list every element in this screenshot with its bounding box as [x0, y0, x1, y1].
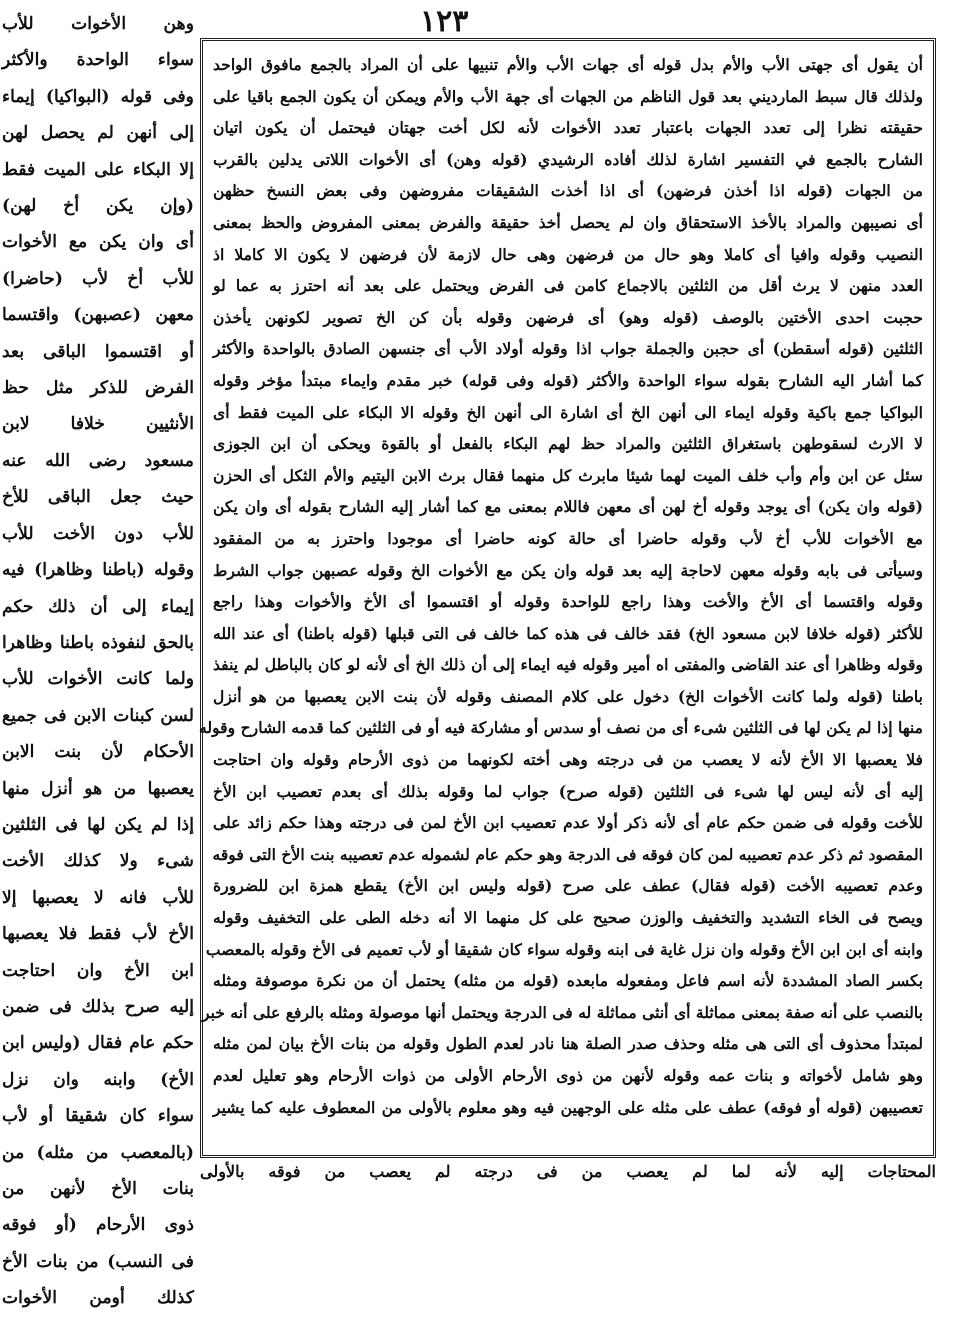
margin-line: الأحكام لأن بنت الابن — [2, 742, 194, 763]
margin-line: وفى قوله (البواكيا) إيماء — [2, 86, 194, 107]
margin-line: سواء الواحدة والأكثر — [2, 50, 194, 71]
margin-line: ابن الأخ وان احتاجت — [2, 960, 194, 981]
page-number: ١٢٣ — [420, 4, 469, 39]
margin-line: ذوى الأرحام (أو فوقه — [2, 1215, 194, 1236]
commentary-line: وابنه أى ابن ابن الأخ وقوله وان نزل غاية فى ابنه وقوله سواء كان شقيقا أو لأب تعميم فى الأخ وقوله بالمعصب — [205, 939, 923, 959]
commentary-line: وهو شامل لأخواته و بنات عمه وقوله لأنهن من ذوى الأرحام الأولى من ذوات الأرحام وهو تعليل لعدم — [213, 1066, 923, 1085]
commentary-line: حجبت احدى الأختين بالوصف (قوله وهو) أى فرضهن وقوله بأن كن الخ تصوير لكونهن يأخذن — [213, 307, 923, 327]
commentary-line: الشارح بالجمع في التفسير اشارة لذلك أفاده الرشيدي (قوله وهن) أى الأخوات اللاتى يدلين بالقرب — [213, 149, 923, 169]
commentary-line: (قوله وان يكن) أى يوجد وقوله أخ لهن أى معهن فاللام بمعنى مع كما أشار إليه الشارح بقوله أى وان يكن — [213, 497, 923, 517]
commentary-line: بكسر الصاد المشددة لأنه اسم فاعل ومفعوله مابعده (قوله من مثله) يحتمل أن من نكرة موصوفة ومثله — [213, 971, 923, 991]
commentary-line: للأخت وقوله فى ضمن حكم عام أى لأنه ذكر أولا عدم تعصيب ابن الأخ لمن فى درجته وهذا حكم زائد على — [213, 813, 923, 833]
commentary-line: من الجهات (قوله اذا أخذن فرضهن) أى اذا أخذت الشقيقات مفروضهن وفى بعض النسخ حظهن — [213, 181, 923, 201]
commentary-line: ويصح فى الخاء التشديد والتخفيف والوزن صحيح على كل منهما الا أنه دخله الطى على التخفيف وقوله — [213, 908, 923, 928]
margin-line: فى النسب) من بنات الأخ — [2, 1251, 194, 1272]
margin-line: إيماء إلى أن ذلك حكم — [2, 596, 194, 617]
margin-text-column — [2, 6, 194, 1309]
margin-line: إليه صرح بذلك فى ضمن — [2, 996, 194, 1017]
commentary-line: وسيأتى فى بابه وقوله معهن لاحاجة إليه بعد قوله وان يكن مع الأخوات الخ وقوله عصبهن جواب الشرط — [213, 560, 923, 580]
commentary-line: البواكيا جمع باكية وقوله ايماء الى أنهن الخ أى اشارة الى أنهن الخ وقوله الا البكاء على الميت فقط أى — [213, 402, 923, 422]
margin-line: وهن الأخوات للأب — [2, 14, 194, 34]
commentary-line: تعصيبهن (قوله أو فوقه) عطف على مثله على الوجهين فيه وهو معلوم بالأولى من المعطوف عليه كما يشير — [213, 1097, 923, 1117]
margin-line: للأب أخ لأب (حاضرا) — [2, 268, 194, 289]
commentary-line: لمبتدأ محذوف أى التى هى مثله وحذف صدر الصلة هنا نادر لعدم الطول وقوله من بنات الأخ بيان لمن مثله — [213, 1034, 923, 1054]
margin-line: (بالمعصب من مثله) من — [2, 1142, 194, 1163]
margin-line: الأخ) وابنه وان نزل — [2, 1069, 194, 1090]
margin-line: الفرض للذكر مثل حظ — [2, 378, 194, 399]
margin-line: الأنثيين خلافا لابن — [2, 414, 194, 435]
commentary-line: إليه أى لأنه ليس لها شىء فى الثلثين (قوله صرح) جواب لما وقوله بذلك أى بعدم تعصيب ابن الأخ — [213, 781, 923, 801]
commentary-line: النصيب وقوله وافيا أى كاملا وهو حال من فرضهن وهى حال لازمة لأن فرضهن لا يكون الا كاملا اذ — [213, 244, 923, 264]
commentary-line: مع الأخوات للأب أخ لأب وقوله حاضرا أى حالة كونه حاضرا أى موجودا واحترز به من المفقود — [213, 528, 923, 548]
margin-line: إلا البكاء على الميت فقط — [2, 159, 194, 180]
margin-line: لسن كبنات الابن فى جميع — [2, 705, 194, 726]
margin-line: مسعود رضى الله عنه — [2, 450, 194, 471]
margin-line: معهن (عصبهن) واقتسما — [2, 305, 194, 326]
margin-line: شىء ولا كذلك الأخت — [2, 851, 194, 872]
commentary-frame — [200, 38, 936, 1158]
margin-line: للأب فانه لا يعصبها إلا — [2, 887, 194, 908]
margin-line: للأب دون الأخت للأب — [2, 523, 194, 544]
margin-line: كذلك أومن الأخوات — [2, 1288, 194, 1309]
margin-line: إلى أنهن لم يحصل لهن — [2, 123, 194, 144]
margin-line: (وإن يكن أخ لهن) — [2, 196, 194, 217]
commentary-line: باطنا (قوله ولما كانت الأخوات الخ) دخول على كلام المصنف وقوله لأن بنت الابن يعصبها من هو أنزل — [213, 686, 923, 706]
margin-line: وقوله (باطنا وظاهرا) فيه — [2, 560, 194, 581]
commentary-line: أن يقول أى جهتى الأب والأم بدل قوله أى جهات الأب والأم تنبيها على أن المراد بالجمع مافوق الواحد — [213, 55, 923, 74]
commentary-line: بالنصب على أنه صفة بمعنى مماثلة أى أنثى مماثلة له فى الدرجة ويحتمل أنها موصولة ومثله بالرفع على أنه خبر — [202, 1002, 923, 1022]
commentary-line: أى نصيبهن والمراد بالأخذ الاستحقاق وان لم يحصل أخذ حقيقة والفرض بمعنى المفروض والحظ بمعنى — [213, 212, 923, 232]
commentary-line: وقوله وظاهرا أى عند القاضى والمفتى اه أمير وقوله فيه ايماء إلى أن ذلك الخ أى لأنه لو كان بالباطل لم ينفذ — [213, 655, 923, 675]
margin-line: حيث جعل الباقى للأخ — [2, 487, 194, 508]
commentary-line: لا الارث لسقوطهن باستغراق الثلثين والمراد حظ لهم البكاء بالفعل أو بالقوة ويحكى أن ابن الجوزى — [213, 434, 923, 454]
margin-line: إذا لم يكن لها فى الثلثين — [2, 814, 194, 835]
commentary-line: ولذلك قال سبط المارديني بعد قول الناظم من الجهات أى جهة الأب والأم ويمكن أن يكون الجمع باقيا على — [213, 86, 923, 106]
commentary-line: وقوله واقتسما أى الأخ والأخت وهذا راجع للواحدة وقوله أو اقتسموا أى الأخ والأخوات وهذا راجع — [213, 592, 923, 612]
commentary-line: كما أشار اليه الشارح بقوله سواء الواحدة والأكثر (قوله وفى قوله) خبر مقدم وايماء مبتدأ مؤخر وقوله — [213, 370, 923, 390]
commentary-line: فلا يعصبها الا الأخ لأنه لا يعصب من فى درجته وهى أخته لكونهما من ذوى الأرحام وقوله وان احتاجت — [213, 750, 923, 770]
margin-line: حكم عام فقال (وليس ابن — [2, 1033, 194, 1054]
margin-line: بالحق لنفوذه باطنا وظاهرا — [2, 632, 194, 653]
footer-line: المحتاجات إليه لأنه لما لم يعصب من فى درجته لم يعصب من فوقه بالأولى — [200, 1162, 937, 1181]
commentary-line: الثلثين (قوله أسقطن) أى حجبن والجملة جواب اذا وقوله أولاد الأب أى جنسهن الصادق بالواحدة والأكثر — [213, 339, 923, 359]
commentary-line: للأكثر (قوله خلافا لابن مسعود الخ) فقد خالف فى هذه كما خالف فى التى قبلها (قوله باطنا) أى عند الله — [213, 623, 923, 643]
commentary-line: العدد منهن لا يرث أقل من الثلثين بالاجماع كامن فى الفرض ويحتمل على بعد أنه احترز به عما لو — [213, 276, 923, 296]
margin-line: أو اقتسموا الباقى بعد — [2, 341, 194, 362]
commentary-line: سئل عن ابن وأم وأب خلف الميت لهما شيئا مابرث كل منهما فقال برث الابن اليتيم والأم الثكل أى الحزن — [213, 465, 923, 485]
commentary-line: منها إذا لم يكن لها فى الثلثين شىء أى من نصف أو سدس أو مشاركة فيه أو فى الثلثين كما قدمه الشارح وقوله — [199, 718, 923, 738]
commentary-line: وعدم تعصيبه الأخت (قوله فقال) عطف على صرح (قوله وليس ابن الأخ) يقطع همزة ابن للضرورة — [213, 876, 923, 896]
margin-line: الأخ لأب فقط فلا يعصبها — [2, 924, 194, 945]
commentary-line: المقصود ثم ذكر عدم تعصيبه لمن كان فوقه فى الدرجة وهو حكم عام لشموله عدم تعصيبه بنت الأخ التى فوقه — [212, 844, 923, 864]
margin-line: سواء كان شقيقا أو لأب — [2, 1106, 194, 1127]
margin-line: يعصبها من هو أنزل منها — [2, 778, 194, 799]
margin-line: ولما كانت الأخوات للأب — [2, 669, 194, 690]
commentary-line: حقيقته نظرا إلى تعدد الجهات باعتبار تعدد الأخوات لأنه لكل أخت جهتان فيحتمل أن يكون اتيان — [213, 118, 923, 138]
margin-line: بنات الأخ لأنهن من — [2, 1179, 194, 1199]
margin-line: أى وان يكن مع الأخوات — [2, 232, 194, 253]
